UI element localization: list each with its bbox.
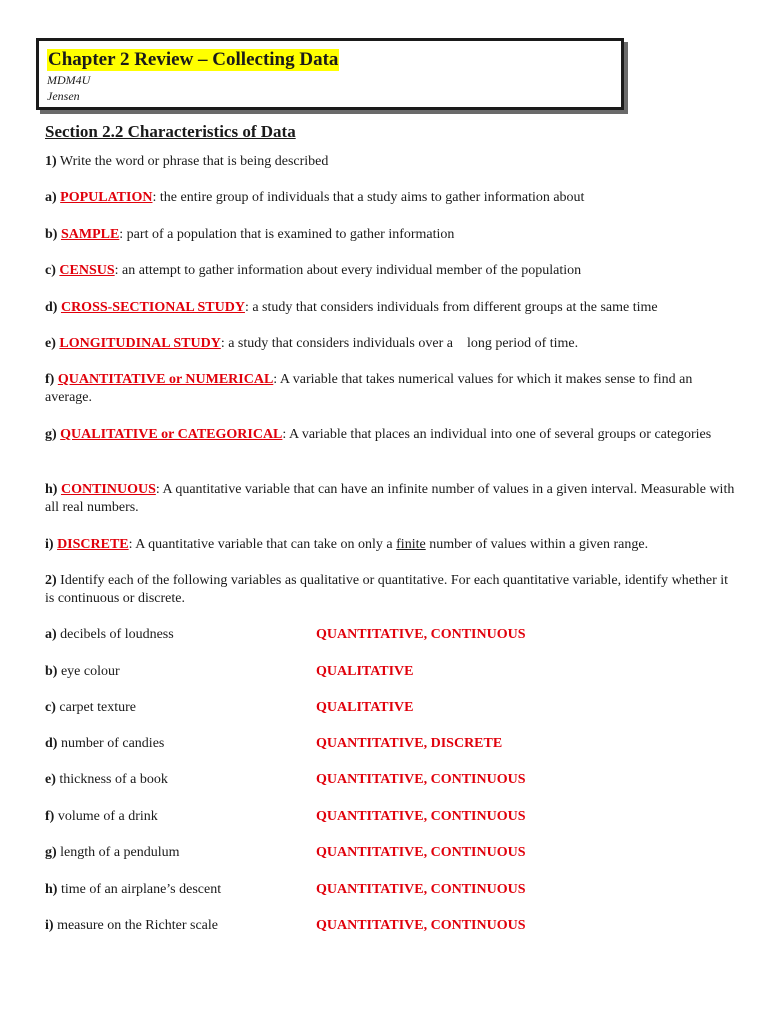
section-heading: Section 2.2 Characteristics of Data bbox=[45, 122, 296, 141]
variable-text: length of a pendulum bbox=[60, 845, 180, 860]
answer-text: QUANTITATIVE, CONTINUOUS bbox=[316, 845, 526, 860]
answer-text: QUANTITATIVE, CONTINUOUS bbox=[316, 918, 526, 933]
q1-number: 1) bbox=[45, 154, 57, 169]
q2-row-f bbox=[45, 808, 735, 826]
course-code: MDM4U bbox=[47, 73, 91, 87]
variable-text: thickness of a book bbox=[59, 772, 168, 787]
q1-item-h bbox=[45, 481, 735, 517]
q2-number: 2) bbox=[45, 573, 57, 588]
variable-text: measure on the Richter scale bbox=[57, 918, 218, 933]
q1-item-i bbox=[45, 536, 735, 554]
term-census: CENSUS bbox=[59, 263, 115, 278]
term-continuous: CONTINUOUS bbox=[60, 482, 156, 497]
answer-text: QUALITATIVE bbox=[316, 664, 414, 679]
q2-row-a bbox=[45, 626, 735, 644]
item-letter: b) bbox=[45, 227, 58, 242]
item-letter: a) bbox=[45, 190, 57, 205]
answer-text: QUANTITATIVE, DISCRETE bbox=[316, 736, 503, 751]
definition-text: : A variable that takes numerical values for which it makes sense to find an average. bbox=[45, 372, 693, 405]
q2-row-d bbox=[45, 735, 735, 753]
definition-text: : a study that considers individuals from different groups at the same time bbox=[244, 300, 658, 315]
q1-prompt-text: Write the word or phrase that is being described bbox=[59, 154, 329, 169]
q1-item-c bbox=[45, 262, 735, 280]
q1-prompt bbox=[45, 153, 735, 171]
term-discrete: DISCRETE bbox=[57, 537, 129, 552]
term-qualitative: QUALITATIVE or CATEGORICAL bbox=[60, 427, 283, 442]
q1-item-d bbox=[45, 299, 735, 317]
q1-item-g bbox=[45, 426, 735, 444]
q1-item-e bbox=[45, 335, 735, 353]
q2-row-b bbox=[45, 663, 735, 681]
item-letter: f) bbox=[45, 372, 55, 387]
term-quantitative: QUANTITATIVE or NUMERICAL bbox=[57, 372, 274, 387]
definition-text: : an attempt to gather information about every individual member of the population bbox=[114, 263, 582, 278]
variable-text: carpet texture bbox=[59, 700, 136, 715]
definition-text: number of values within a given range. bbox=[425, 537, 649, 552]
answer-text: QUANTITATIVE, CONTINUOUS bbox=[316, 772, 526, 787]
item-letter: h) bbox=[45, 482, 58, 497]
variable-text: decibels of loudness bbox=[60, 627, 174, 642]
item-letter: e) bbox=[45, 772, 56, 787]
item-letter: g) bbox=[45, 427, 57, 442]
definition-text: : A quantitative variable that can have an infinite number of values in a given interval. Measurable with all real numbers. bbox=[45, 482, 735, 515]
item-letter: c) bbox=[45, 700, 56, 715]
item-letter: b) bbox=[45, 664, 58, 679]
answer-text: QUANTITATIVE, CONTINUOUS bbox=[316, 809, 526, 824]
item-letter: d) bbox=[45, 736, 58, 751]
q2-row-e bbox=[45, 771, 735, 789]
variable-text: number of candies bbox=[60, 736, 165, 751]
term-sample: SAMPLE bbox=[60, 227, 120, 242]
q2-row-c bbox=[45, 699, 735, 717]
author-name: Jensen bbox=[47, 89, 80, 103]
answer-text: QUANTITATIVE, CONTINUOUS bbox=[316, 627, 526, 642]
item-letter: a) bbox=[45, 627, 57, 642]
answer-text: QUALITATIVE bbox=[316, 700, 414, 715]
variable-text: volume of a drink bbox=[57, 809, 158, 824]
item-letter: i) bbox=[45, 537, 54, 552]
item-letter: i) bbox=[45, 918, 54, 933]
q2-row-i bbox=[45, 917, 735, 935]
item-letter: h) bbox=[45, 882, 58, 897]
q2-row-g bbox=[45, 844, 735, 862]
variable-text: eye colour bbox=[60, 664, 120, 679]
answer-text: QUANTITATIVE, CONTINUOUS bbox=[316, 882, 526, 897]
definition-text: : part of a population that is examined to gather information bbox=[119, 227, 455, 242]
item-letter: d) bbox=[45, 300, 58, 315]
q2-row-h bbox=[45, 881, 735, 899]
item-letter: e) bbox=[45, 336, 56, 351]
term-longitudinal-study: LONGITUDINAL STUDY bbox=[59, 336, 221, 351]
item-letter: g) bbox=[45, 845, 57, 860]
q1-item-a bbox=[45, 189, 735, 207]
definition-text: : A variable that places an individual into one of several groups or categories bbox=[282, 427, 712, 442]
term-cross-sectional-study: CROSS-SECTIONAL STUDY bbox=[60, 300, 245, 315]
item-letter: f) bbox=[45, 809, 55, 824]
definition-text: : a study that considers individuals over a long period of time. bbox=[220, 336, 579, 351]
q1-item-b bbox=[45, 226, 735, 244]
variable-text: time of an airplane’s descent bbox=[60, 882, 222, 897]
q1-item-f bbox=[45, 371, 735, 407]
item-letter: c) bbox=[45, 263, 56, 278]
term-population: POPULATION bbox=[60, 190, 153, 205]
document-title: Chapter 2 Review – Collecting Data bbox=[48, 49, 339, 70]
title-box bbox=[36, 38, 624, 110]
underlined-word: finite bbox=[396, 537, 426, 552]
definition-text: : the entire group of individuals that a study aims to gather information about bbox=[152, 190, 585, 205]
definition-text: : A quantitative variable that can take on only a bbox=[128, 537, 397, 552]
q2-prompt bbox=[45, 572, 735, 608]
q2-prompt-text: Identify each of the following variables as qualitative or quantitative. For each quantitative variable, identify whether it is continuous or discrete. bbox=[45, 573, 729, 606]
